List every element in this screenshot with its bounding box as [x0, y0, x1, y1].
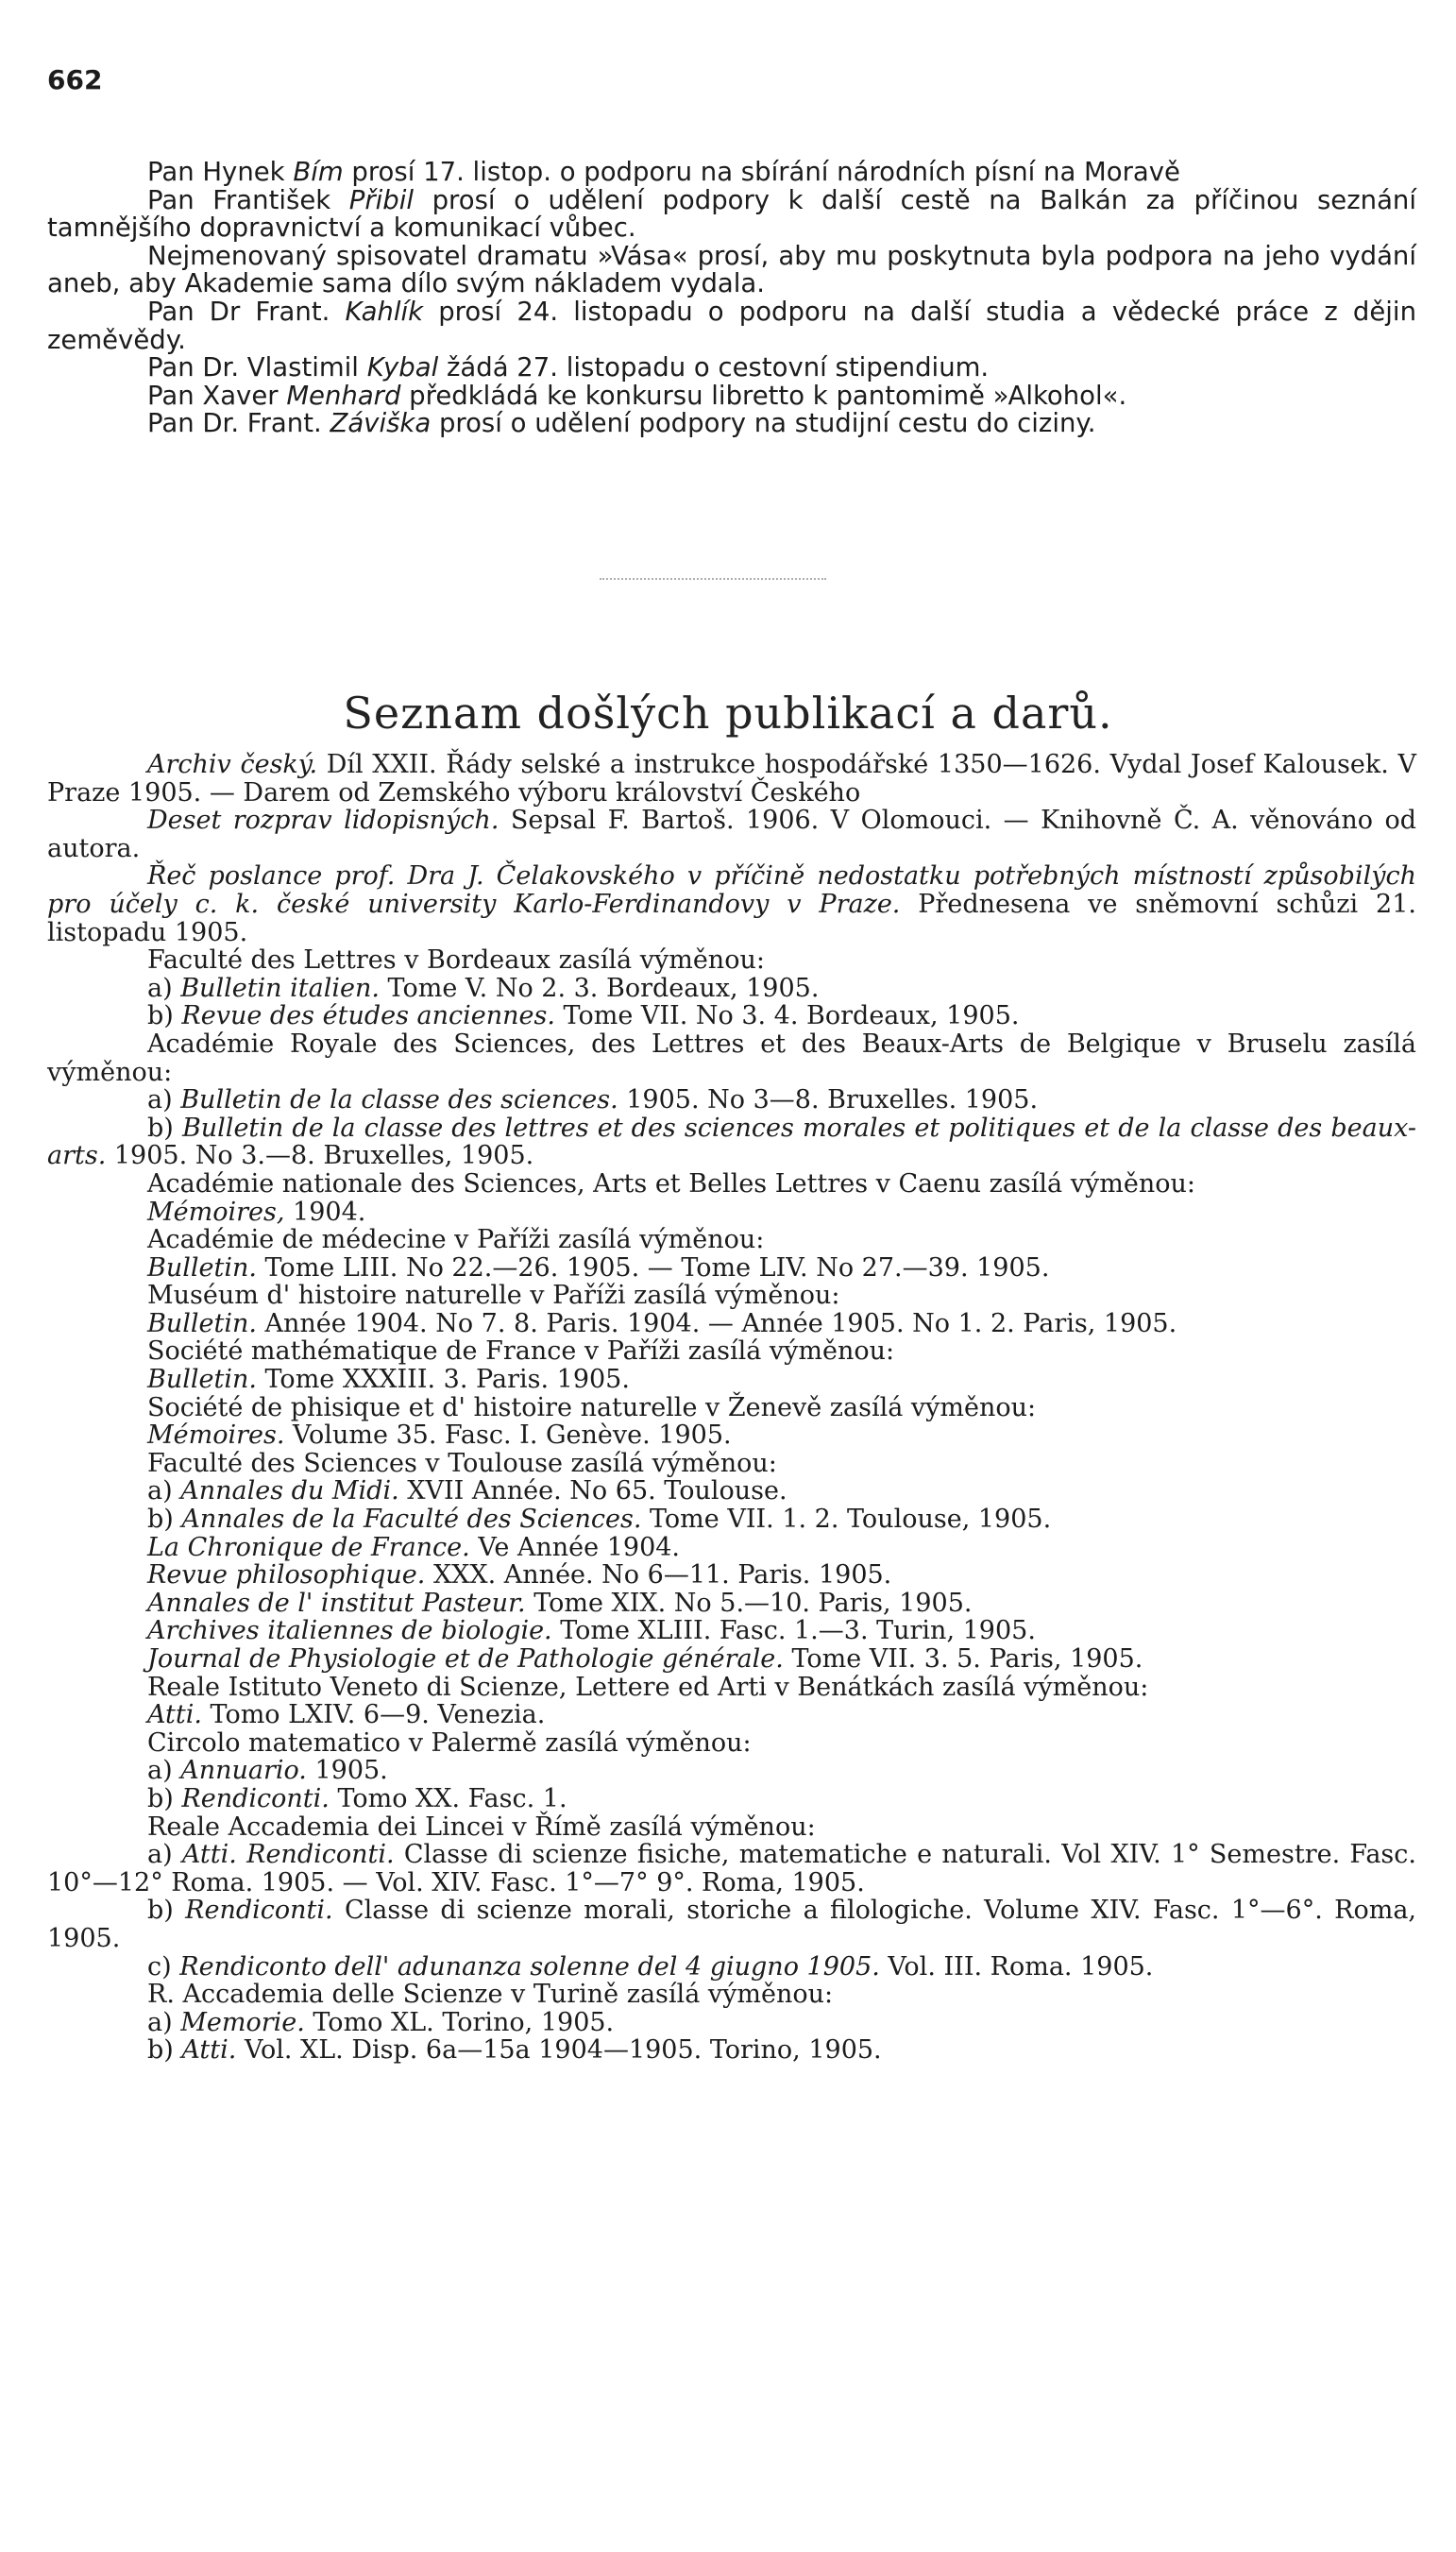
publication-entry-pre: b): [147, 1783, 182, 1813]
publication-entry-pre: b): [147, 2035, 182, 2066]
publication-entry-post: Vol. XL. Disp. 6a—15a 1904—1905. Torino, 1905.: [236, 2035, 882, 2066]
publication-entry: [47, 1254, 1416, 1283]
publication-entry: [47, 1813, 1416, 1842]
publication-entry-post: Díl XXII. Řády selské a instrukce hospodářské 1350—1626. Vydal Josef Kalousek. V Praze 1905. — Darem od Zemského výboru království Českého: [47, 750, 1416, 808]
publication-entry: [47, 1030, 1416, 1086]
publication-entry-post: Tome LIII. No 22.—26. 1905. — Tome LIV. No 27.—39. 1905.: [256, 1252, 1050, 1283]
publication-entry: [47, 1617, 1416, 1645]
publication-entry: [47, 1981, 1416, 2009]
publication-entry-italic: Memorie.: [180, 2007, 305, 2037]
publication-entry: [47, 946, 1416, 975]
publication-entry-post: Tomo XX. Fasc. 1.: [329, 1783, 567, 1813]
publication-entry: [47, 1534, 1416, 1562]
publication-entry-pre: Faculté des Lettres v Bordeaux zasílá výměnou:: [147, 945, 765, 976]
publication-entry-italic: La Chronique de France.: [147, 1532, 470, 1562]
publication-entry-pre: Académie de médecine v Paříži zasílá výměnou:: [147, 1225, 765, 1255]
publication-entry-post: Année 1904. No 7. 8. Paris. 1904. — Année 1905. No 1. 2. Paris, 1905.: [256, 1308, 1177, 1338]
publication-entry-pre: a): [147, 1756, 181, 1786]
publication-entry-post: Tome VII. No 3. 4. Bordeaux, 1905.: [554, 1001, 1020, 1031]
publication-entry-post: Tome XLIII. Fasc. 1.—3. Turin, 1905.: [551, 1616, 1036, 1646]
publication-entry-pre: Faculté des Sciences v Toulouse zasílá výměnou:: [147, 1448, 777, 1478]
section-title: Seznam došlých publikací a darů.: [343, 688, 1113, 739]
request-entry-pre: Pan Dr Frant.: [147, 296, 346, 327]
publication-entry-italic: Mémoires,: [147, 1197, 285, 1227]
publication-entry-italic: Deset rozprav lidopisných.: [147, 806, 499, 836]
publication-entry-italic: Atti. Rendiconti.: [181, 1840, 395, 1870]
publication-entry-post: Tome VII. 1. 2. Toulouse, 1905.: [641, 1505, 1052, 1535]
request-entry: [47, 354, 1416, 383]
publication-entry-post: XXX. Année. No 6—11. Paris. 1905.: [425, 1560, 892, 1591]
publication-entry: [47, 1226, 1416, 1254]
publication-entry-post: Ve Année 1904.: [469, 1532, 681, 1562]
request-entry: [47, 410, 1416, 438]
publication-entry-pre: Muséum d' histoire naturelle v Paříži zasílá výměnou:: [147, 1281, 840, 1311]
publication-entry: [47, 1114, 1416, 1170]
publication-entry-post: Tomo XL. Torino, 1905.: [304, 2007, 615, 2037]
request-entry-italic: Menhard: [286, 380, 401, 411]
publication-entry-italic: Atti.: [147, 1700, 202, 1730]
publication-entry-italic: Rendiconti.: [185, 1896, 333, 1926]
publication-entry-italic: Annales de la Faculté des Sciences.: [181, 1505, 642, 1535]
publication-entry-pre: Reale Accademia dei Lincei v Římě zasílá výměnou:: [147, 1812, 816, 1842]
publication-entry-italic: Archiv český.: [147, 750, 318, 779]
request-entry-pre: Pan Hynek: [147, 157, 294, 187]
request-entry-post: prosí o udělení podpory na studijní cestu do ciziny.: [431, 408, 1096, 439]
publication-entry: [47, 1310, 1416, 1338]
publication-entry-italic: Annuario.: [180, 1756, 307, 1786]
publication-entry: [47, 1170, 1416, 1199]
publication-entry-pre: R. Accademia delle Scienze v Turině zasílá výměnou:: [147, 1980, 834, 2010]
publication-entry-italic: Bulletin de la classe des lettres et des sciences morales et politiques et de la classe des beaux-arts.: [47, 1113, 1416, 1171]
publication-entry: [47, 1337, 1416, 1366]
publication-entry-post: Tome XIX. No 5.—10. Paris, 1905.: [525, 1588, 973, 1618]
publication-entry-italic: Bulletin.: [147, 1308, 257, 1338]
publication-entry-post: Tome V. No 2. 3. Bordeaux, 1905.: [379, 973, 820, 1003]
publication-entry: [47, 1199, 1416, 1227]
publication-entry: [47, 1757, 1416, 1785]
publications-list: [47, 751, 1416, 2065]
publication-entry-pre: Société mathématique de France v Paříži zasílá výměnou:: [147, 1336, 895, 1367]
publication-entry-italic: Bulletin.: [147, 1365, 257, 1395]
publication-entry-pre: a): [147, 1476, 181, 1506]
publication-entry-italic: Archives italiennes de biologie.: [147, 1616, 552, 1646]
publication-entry-pre: Société de phisique et d' histoire naturelle v Ženevě zasílá výměnou:: [147, 1392, 1037, 1422]
publication-entry-italic: Rendiconti.: [181, 1783, 330, 1813]
publication-entry: [47, 1590, 1416, 1618]
publication-entry: [47, 1506, 1416, 1534]
publication-entry: [47, 1477, 1416, 1506]
publication-entry-post: Tome XXXIII. 3. Paris. 1905.: [256, 1365, 630, 1395]
publication-entry-post: Přednesena ve sněmovní schůzi 21. listopadu 1905.: [47, 889, 1416, 947]
publication-entry: [47, 1394, 1416, 1422]
publication-entry-italic: Bulletin de la classe des sciences.: [180, 1085, 618, 1115]
publication-entry: [47, 1282, 1416, 1310]
request-entry-italic: Záviška: [330, 408, 432, 439]
publication-entry: [47, 1450, 1416, 1478]
publication-entry: [47, 1561, 1416, 1590]
publication-entry-italic: Bulletin italien.: [180, 973, 380, 1003]
publication-entry-pre: Académie Royale des Sciences, des Lettres et des Beaux-Arts de Belgique v Bruselu zasílá výměnou:: [47, 1029, 1416, 1087]
publication-entry-pre: a): [147, 1085, 181, 1115]
publication-entry: [47, 807, 1416, 862]
publication-entry: [47, 1674, 1416, 1702]
publication-entry: [47, 1841, 1416, 1897]
publication-entry: [47, 1421, 1416, 1450]
publication-entry-pre: Circolo matematico v Palermě zasílá výměnou:: [147, 1727, 752, 1758]
publication-entry-pre: b): [147, 1896, 186, 1926]
publication-entry-italic: Řeč poslance prof. Dra J. Čelakovského v příčině nedostatku potřebných místností způsobilých pro účely c. k. české university Karlo-Ferdinandovy v Praze.: [47, 861, 1416, 919]
publication-entry: [47, 1086, 1416, 1114]
publication-entry-pre: a): [147, 973, 181, 1003]
publication-entry: [47, 862, 1416, 946]
publication-entry-italic: Revue des études anciennes.: [181, 1001, 555, 1031]
request-entry: [47, 380, 1416, 411]
publication-entry: [47, 1953, 1416, 1982]
request-entry-post: prosí 17. listop. o podporu na sbírání národních písní na Moravě: [343, 157, 1180, 187]
publication-entry-italic: Atti.: [181, 2035, 237, 2066]
publication-entry-italic: Revue philosophique.: [147, 1560, 426, 1591]
publication-entry-pre: b): [147, 1001, 182, 1031]
publication-entry-post: Vol. III. Roma. 1905.: [879, 1951, 1154, 1982]
publication-entry: [47, 1645, 1416, 1674]
publication-entry-pre: b): [147, 1505, 182, 1535]
publication-entry: [47, 2009, 1416, 2037]
publication-entry-italic: Journal de Physiologie et de Pathologie générale.: [147, 1644, 784, 1674]
section-separator: [600, 578, 826, 580]
publication-entry-italic: Rendiconto dell' adunanza solenne del 4 giugno 1905.: [179, 1951, 880, 1982]
request-entry: [47, 240, 1416, 299]
request-entry-post: žádá 27. listopadu o cestovní stipendium.: [438, 352, 990, 383]
request-entry-post: předkládá ke konkursu libretto k pantomimě »Alkohol«.: [400, 380, 1127, 411]
request-entry: [47, 298, 1416, 354]
request-entry-italic: Kahlík: [345, 296, 424, 327]
publication-entry-pre: Reale Istituto Veneto di Scienze, Lettere ed Arti v Benátkách zasílá výměnou:: [147, 1672, 1149, 1702]
publication-entry: [47, 1897, 1416, 1952]
request-entry-italic: Bím: [293, 157, 344, 187]
request-entry-italic: Kybal: [366, 352, 439, 383]
page-number: 662: [47, 64, 103, 95]
publication-entry: [47, 1785, 1416, 1813]
publication-entry-pre: c): [147, 1951, 180, 1982]
publication-entry-post: Classe di scienze fisiche, matematiche e naturali. Vol XIV. 1° Semestre. Fasc. 10°—12° Roma. 1905. — Vol. XIV. Fasc. 1°—7° 9°. Roma, 1905.: [47, 1840, 1416, 1897]
publication-entry-post: Tomo LXIV. 6—9. Venezia.: [201, 1700, 546, 1730]
publication-entry-post: 1905. No 3—8. Bruxelles. 1905.: [618, 1085, 1039, 1115]
publication-entry-post: 1905. No 3.—8. Bruxelles, 1905.: [106, 1141, 534, 1171]
request-entry-post: prosí o udělení podpory k další cestě na Balkán za příčinou seznání tamnějšího dopravnictví a komunikací vůbec.: [47, 184, 1416, 244]
publication-entry-post: 1904.: [284, 1197, 366, 1227]
request-entry: [47, 159, 1416, 187]
request-entry-pre: Nejmenovaný spisovatel dramatu »Vása« prosí, aby mu poskytnuta byla podpora na jeho vydání aneb, aby Akademie sama dílo svým nákladem vydala.: [47, 240, 1416, 299]
publication-entry: [47, 1366, 1416, 1394]
request-entry-pre: Pan František: [147, 184, 349, 215]
request-entry-pre: Pan Dr. Vlastimil: [147, 352, 367, 383]
publication-entry-pre: a): [147, 2007, 181, 2037]
publication-entry: [47, 751, 1416, 807]
request-entry: [47, 184, 1416, 244]
publication-entry-italic: Bulletin.: [147, 1252, 257, 1283]
publication-entry: [47, 2036, 1416, 2065]
request-entry-post: prosí 24. listopadu o podporu na další studia a vědecké práce z dějin zeměvědy.: [47, 296, 1417, 355]
publication-entry: [47, 1002, 1416, 1030]
publication-entry-post: Classe di scienze morali, storiche a filologiche. Volume XIV. Fasc. 1°—6°. Roma, 1905.: [47, 1896, 1416, 1953]
publication-entry-italic: Annales du Midi.: [180, 1476, 399, 1506]
publication-entry-post: Tome VII. 3. 5. Paris, 1905.: [783, 1644, 1143, 1674]
publication-entry-post: XVII Année. No 65. Toulouse.: [398, 1476, 787, 1506]
publication-entry: [47, 975, 1416, 1003]
publication-entry: [47, 1729, 1416, 1758]
publication-entry-italic: Mémoires.: [147, 1421, 285, 1451]
publication-entry-pre: b): [147, 1113, 182, 1143]
request-entry-pre: Pan Xaver: [147, 380, 287, 411]
publication-entry-italic: Annales de l' institut Pasteur.: [147, 1588, 526, 1618]
request-entry-italic: Přibil: [348, 184, 415, 215]
publication-entry-post: Volume 35. Fasc. I. Genève. 1905.: [284, 1421, 732, 1451]
publication-entry: [47, 1701, 1416, 1729]
publication-entry-pre: Académie nationale des Sciences, Arts et Belles Lettres v Caenu zasílá výměnou:: [147, 1168, 1195, 1199]
publication-entry-post: Sepsal F. Bartoš. 1906. V Olomouci. — Knihovně Č. A. věnováno od autora.: [47, 806, 1416, 863]
publication-entry-post: 1905.: [306, 1756, 388, 1786]
publication-entry-pre: a): [147, 1840, 182, 1870]
request-entry-pre: Pan Dr. Frant.: [147, 408, 330, 439]
requests-list: [47, 159, 1416, 438]
